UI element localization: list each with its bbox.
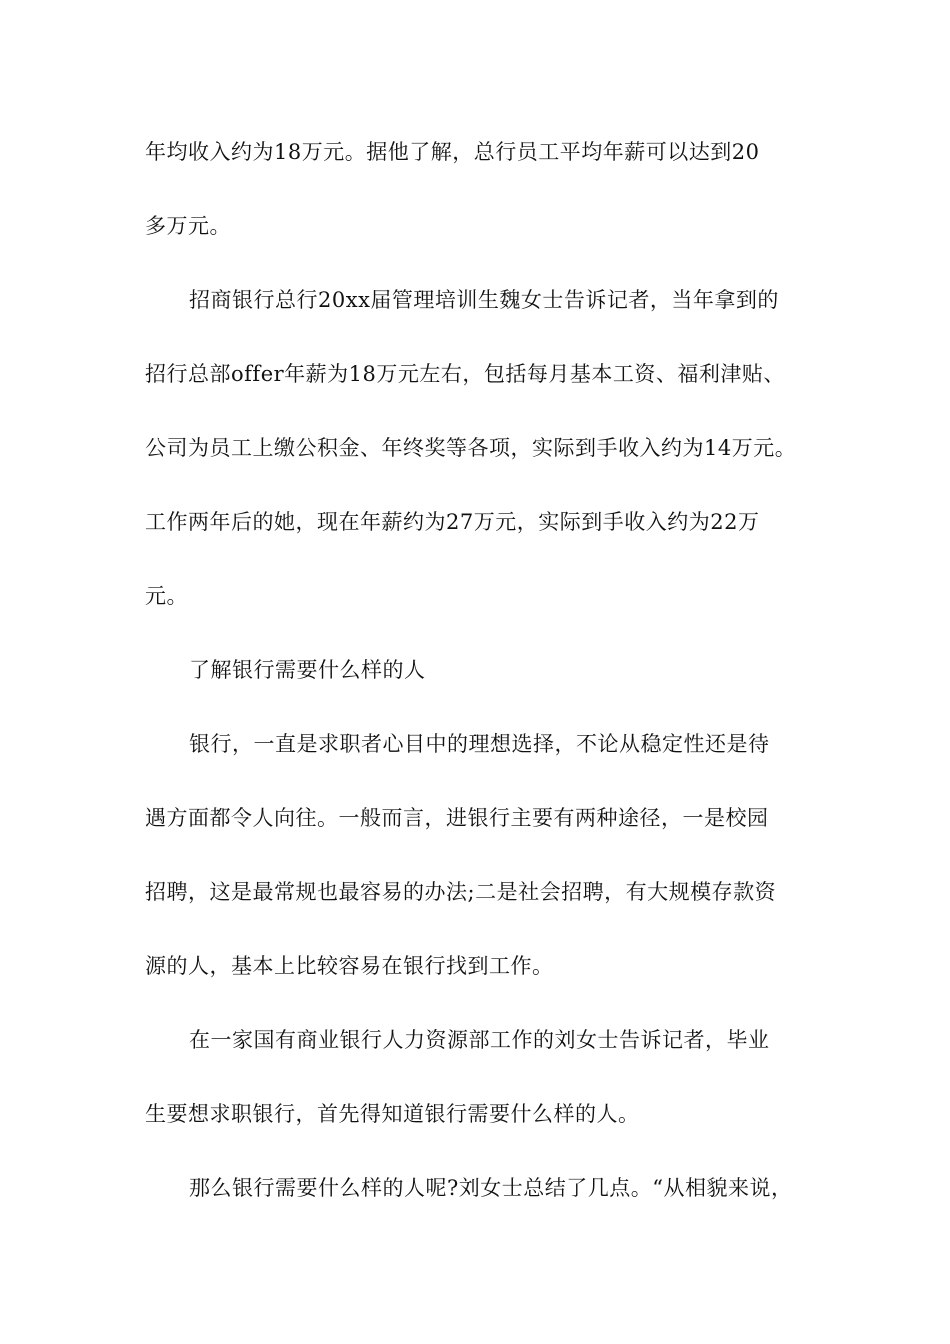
section-heading: 了解银行需要什么样的人 bbox=[189, 658, 426, 682]
text-line: 源的人，基本上比较容易在银行找到工作。 bbox=[145, 954, 554, 978]
text-line: 生要想求职银行，首先得知道银行需要什么样的人。 bbox=[145, 1102, 640, 1126]
text-line: 公司为员工上缴公积金、年终奖等各项，实际到手收入约为14万元。 bbox=[145, 436, 797, 460]
text-line: 年均收入约为18万元。据他了解，总行员工平均年薪可以达到20 bbox=[145, 140, 760, 164]
text-line: 工作两年后的她，现在年薪约为27万元，实际到手收入约为22万 bbox=[145, 510, 760, 534]
text-line: 招行总部offer年薪为18万元左右，包括每月基本工资、福利津贴、 bbox=[145, 362, 785, 386]
text-line: 元。 bbox=[145, 584, 188, 608]
paragraph-start-line: 银行，一直是求职者心目中的理想选择，不论从稳定性还是待 bbox=[189, 732, 770, 756]
text-line: 多万元。 bbox=[145, 214, 231, 238]
paragraph-start-line: 在一家国有商业银行人力资源部工作的刘女士告诉记者，毕业 bbox=[189, 1028, 770, 1052]
paragraph-start-line: 招商银行总行20xx届管理培训生魏女士告诉记者，当年拿到的 bbox=[189, 288, 779, 312]
paragraph-start-line: 那么银行需要什么样的人呢?刘女士总结了几点。“从相貌来说， bbox=[189, 1176, 793, 1200]
text-line: 招聘，这是最常规也最容易的办法;二是社会招聘，有大规模存款资 bbox=[145, 880, 777, 904]
text-line: 遇方面都令人向往。一般而言，进银行主要有两种途径，一是校园 bbox=[145, 806, 769, 830]
